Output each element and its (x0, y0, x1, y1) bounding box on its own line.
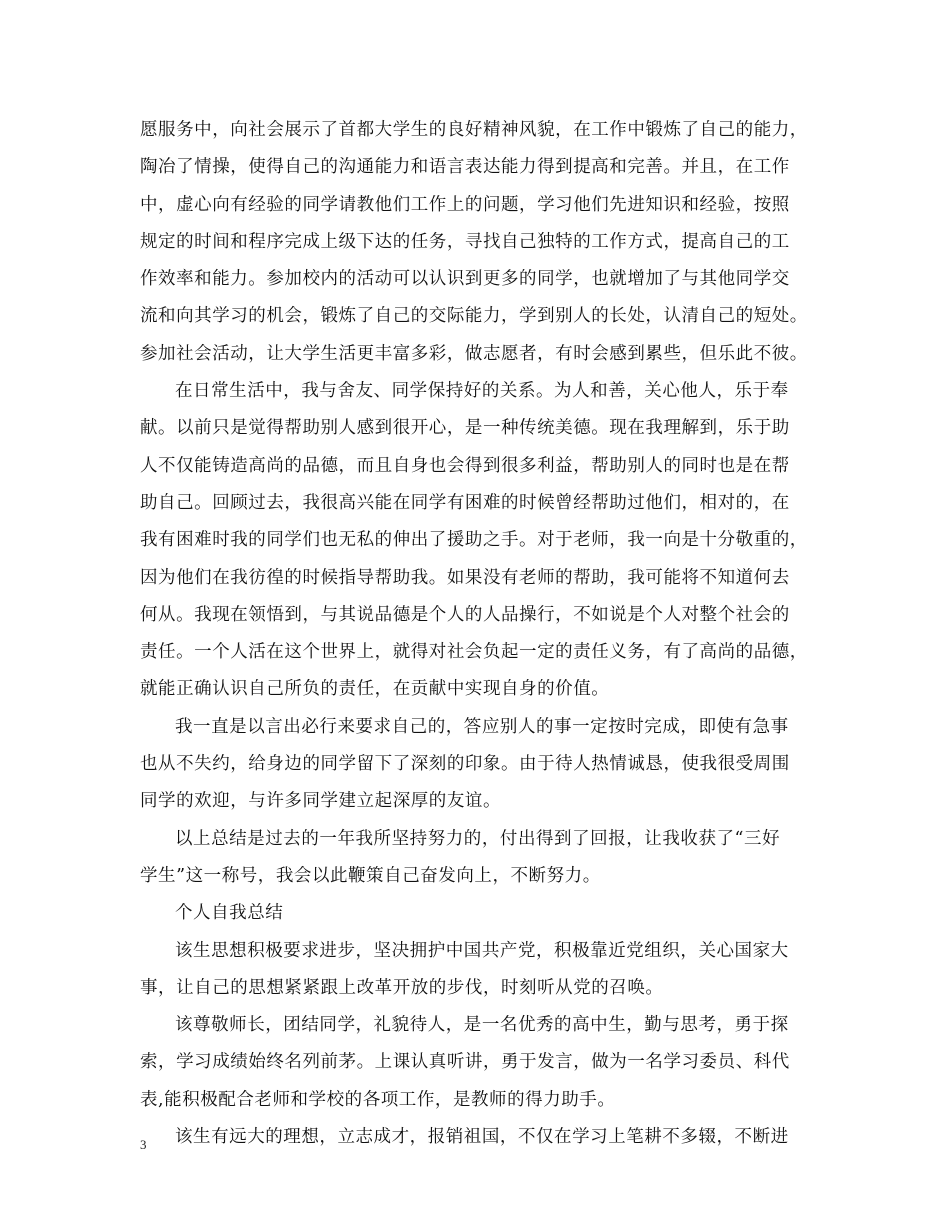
page-number: 3 (140, 1137, 147, 1152)
text-line: 事，让自己的思想紧紧跟上改革开放的步伐，时刻听从党的召唤。 (140, 977, 664, 998)
text-line: 中，虚心向有经验的同学请教他们工作上的问题，学习他们先进知识和经验，按照 (140, 194, 790, 215)
text-line: 作效率和能力。参加校内的活动可以认识到更多的同学，也就增加了与其他同学交 (140, 269, 790, 290)
text-line: 学生”这一称号，我会以此鞭策自己奋发向上，不断努力。 (140, 865, 601, 886)
paragraph-first-line: 该尊敬师长，团结同学，礼貌待人，是一名优秀的高中生，勤与思考，勇于探 (175, 1015, 789, 1036)
paragraph-first-line: 我一直是以言出必行来要求自己的，答应别人的事一定按时完成，即使有急事 (175, 716, 789, 737)
text-line: 同学的欢迎，与许多同学建立起深厚的友谊。 (140, 791, 501, 812)
text-line: 我有困难时我的同学们也无私的伸出了援助之手。对于老师，我一向是十分敬重的， (140, 530, 808, 551)
text-line: 助自己。回顾过去，我很高兴能在同学有困难的时候曾经帮助过他们，相对的，在 (140, 492, 790, 513)
paragraph-first-line: 该生思想积极要求进步，坚决拥护中国共产党，积极靠近党组织，关心国家大 (175, 940, 789, 961)
paragraph-first-line: 在日常生活中，我与舍友、同学保持好的关系。为人和善，关心他人，乐于奉 (175, 381, 789, 402)
text-line: 责任。一个人活在这个世界上，就得对社会负起一定的责任义务，有了高尚的品德， (140, 642, 808, 663)
text-line: 愿服务中，向社会展示了首都大学生的良好精神风貌，在工作中锻炼了自己的能力， (140, 120, 808, 140)
text-line: 因为他们在我彷徨的时候指导帮助我。如果没有老师的帮助，我可能将不知道何去 (140, 567, 790, 588)
text-line: 规定的时间和程序完成上级下达的任务，寻找自己独特的工作方式，提高自己的工 (140, 231, 790, 252)
text-line: 何从。我现在领悟到，与其说品德是个人的人品操行，不如说是个人对整个社会的 (140, 604, 790, 625)
text-line: 也从不失约，给身边的同学留下了深刻的印象。由于待人热情诚恳，使我很受周围 (140, 754, 790, 775)
paragraph-first-line: 该生有远大的理想，立志成才，报销祖国，不仅在学习上笔耕不多辍，不断进 (175, 1127, 789, 1148)
text-line: 索，学习成绩始终名列前茅。上课认真听讲，勇于发言，做为一名学习委员、科代 (140, 1052, 790, 1073)
text-line: 参加社会活动，让大学生活更丰富多彩，做志愿者，有时会感到累些，但乐此不彼。 (140, 343, 808, 364)
text-line: 流和向其学习的机会，锻炼了自己的交际能力，学到别人的长处，认清自己的短处。 (140, 306, 808, 327)
text-line: 人不仅能铸造高尚的品德，而且自身也会得到很多利益，帮助别人的同时也是在帮 (140, 455, 790, 476)
text-line: 陶冶了情操，使得自己的沟通能力和语言表达能力得到提高和完善。并且，在工作 (140, 157, 790, 178)
section-heading: 个人自我总结 (175, 903, 284, 924)
document-body (140, 112, 830, 1156)
text-line: 献。以前只是觉得帮助别人感到很开心，是一种传统美德。现在我理解到，乐于助 (140, 418, 790, 439)
text-line: 就能正确认识自己所负的责任，在贡献中实现自身的价值。 (140, 679, 610, 700)
text-line: 表,能积极配合老师和学校的各项工作，是教师的得力助手。 (140, 1089, 616, 1110)
paragraph-first-line: 以上总结是过去的一年我所坚持努力的，付出得到了回报，让我收获了“三好 (175, 828, 781, 849)
